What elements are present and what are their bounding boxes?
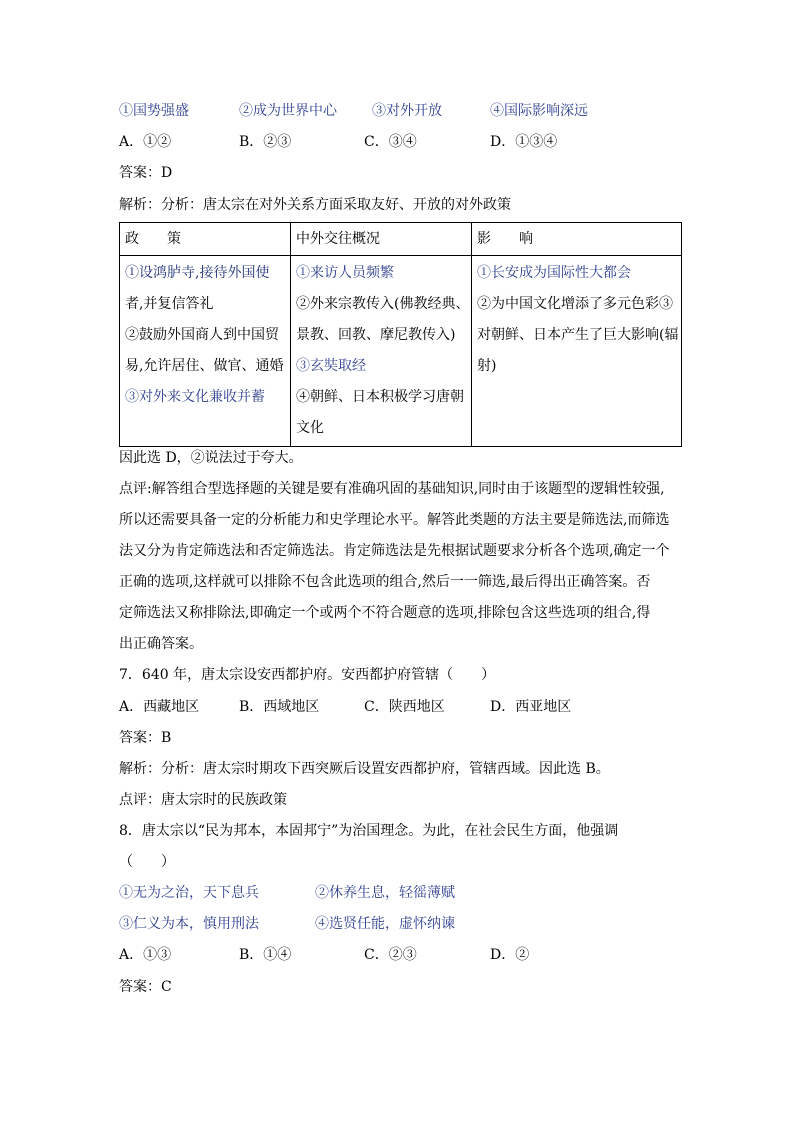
q8-choice-a: A．①③ bbox=[119, 947, 172, 963]
comment-line: 出正确答案。 bbox=[119, 636, 203, 652]
impact-line: 射) bbox=[477, 358, 497, 374]
q8-stem-line-2: （ ） bbox=[119, 854, 175, 870]
comment-line: 法又分为肯定筛选法和否定筛选法。肯定筛选法是先根据试题要求分析各个选项,确定一个 bbox=[119, 543, 670, 559]
q8-stem-line-1: 8．唐太宗以“民为邦本，本固邦宁”为治国理念。为此，在社会民生方面，他强调 bbox=[119, 823, 619, 839]
table-header-impact: 影 响 bbox=[472, 223, 682, 256]
table-header-policy: 政 策 bbox=[120, 223, 291, 256]
q8-option-2: ②休养生息，轻徭薄赋 bbox=[315, 885, 455, 901]
policy-line: ③对外来文化兼收并蓄 bbox=[125, 389, 265, 405]
q8-answer: 答案：C bbox=[119, 979, 172, 995]
comment-line: 定筛选法又称排除法,即确定一个或两个不符合题意的选项,排除包含这些选项的组合,得 bbox=[119, 605, 651, 621]
q6-option-3: ③对外开放 bbox=[372, 103, 442, 119]
exchange-line: ④朝鲜、日本积极学习唐朝 bbox=[296, 389, 464, 405]
exchange-line: ③玄奘取经 bbox=[296, 358, 366, 374]
q6-choice-b: B．②③ bbox=[239, 134, 292, 150]
policy-line: 易,允许居住、做官、通婚 bbox=[125, 358, 284, 374]
q6-choice-d: D．①③④ bbox=[490, 134, 558, 150]
q8-choice-c: C．②③ bbox=[364, 947, 417, 963]
q7-choice-b: B．西域地区 bbox=[239, 699, 320, 715]
table-cell-exchange bbox=[291, 256, 472, 447]
impact-line: ①长安成为国际性大都会 bbox=[477, 265, 631, 281]
q8-option-3: ③仁义为本，慎用刑法 bbox=[119, 916, 259, 932]
q7-comment: 点评：唐太宗时的民族政策 bbox=[119, 792, 287, 808]
exchange-line: 文化 bbox=[296, 420, 324, 436]
comment-line: 点评:解答组合型选择题的关键是要有准确巩固的基础知识,同时由于该题型的逻辑性较强, bbox=[119, 481, 665, 497]
table-row bbox=[120, 256, 682, 447]
q8-option-4: ④选贤任能，虚怀纳谏 bbox=[315, 916, 455, 932]
exchange-line: ②外来宗教传入(佛教经典、 bbox=[296, 296, 470, 312]
q8-choice-b: B．①④ bbox=[239, 947, 292, 963]
table-header-exchange: 中外交往概况 bbox=[291, 223, 472, 256]
q8-choice-d: D．② bbox=[490, 947, 530, 963]
policy-line: 者,并复信答礼 bbox=[125, 296, 214, 312]
q6-answer: 答案：D bbox=[119, 165, 173, 181]
exchange-line: ①来访人员频繁 bbox=[296, 265, 394, 281]
table-header-row bbox=[120, 223, 682, 256]
q6-analysis-table bbox=[119, 222, 682, 447]
q6-choice-a: A．①② bbox=[119, 134, 172, 150]
policy-line: ①设鸿胪寺,接待外国使 bbox=[125, 265, 270, 281]
q7-answer: 答案：B bbox=[119, 730, 172, 746]
exchange-line: 景教、回教、摩尼教传入) bbox=[296, 327, 456, 343]
table-cell-impact bbox=[472, 256, 682, 447]
q8-option-1: ①无为之治，天下息兵 bbox=[119, 885, 259, 901]
q6-analysis: 解析：分析：唐太宗在对外关系方面采取友好、开放的对外政策 bbox=[119, 197, 511, 213]
impact-line: 对朝鲜、日本产生了巨大影响(辐 bbox=[477, 327, 679, 343]
q7-analysis: 解析：分析：唐太宗时期攻下西突厥后设置安西都护府，管辖西域。因此选 B。 bbox=[119, 761, 610, 777]
policy-line: ②鼓励外国商人到中国贸 bbox=[125, 327, 279, 343]
table-cell-policy bbox=[120, 256, 291, 447]
q6-option-2: ②成为世界中心 bbox=[239, 103, 337, 119]
comment-line: 正确的选项,这样就可以排除不包含此选项的组合,然后一一筛选,最后得出正确答案。否 bbox=[119, 574, 651, 590]
q6-option-4: ④国际影响深远 bbox=[490, 103, 588, 119]
q6-conclusion: 因此选 D，②说法过于夸大。 bbox=[119, 450, 303, 466]
q7-choice-a: A．西藏地区 bbox=[119, 699, 200, 715]
q7-choice-d: D．西亚地区 bbox=[490, 699, 572, 715]
q7-choice-c: C．陕西地区 bbox=[364, 699, 445, 715]
q6-choice-c: C．③④ bbox=[364, 134, 417, 150]
q7-stem: 7．640 年，唐太宗设安西都护府。安西都护府管辖（ ） bbox=[119, 667, 496, 683]
q6-option-1: ①国势强盛 bbox=[119, 103, 189, 119]
comment-line: 所以还需要具备一定的分析能力和史学理论水平。解答此类题的方法主要是筛选法,而筛选 bbox=[119, 512, 670, 528]
impact-line: ②为中国文化增添了多元色彩③ bbox=[477, 296, 673, 312]
